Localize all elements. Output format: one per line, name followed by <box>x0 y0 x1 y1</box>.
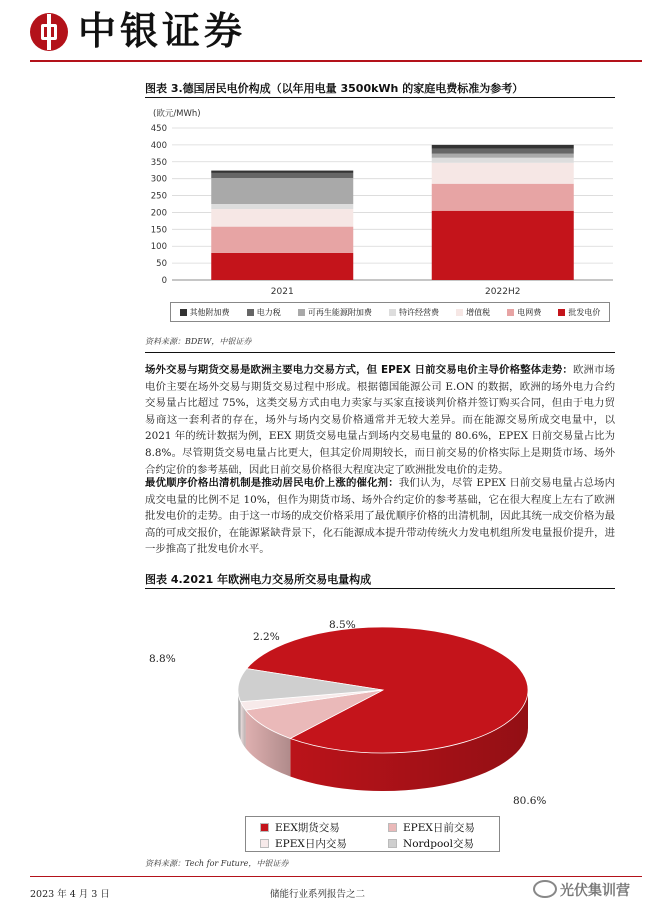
legend-item <box>507 307 541 318</box>
footer-series: 储能行业系列报告之二 <box>270 889 366 900</box>
y-tick-label: 0 <box>161 276 167 286</box>
bar-segment <box>432 163 574 184</box>
y-axis-label: (欧元/MWh) <box>153 109 201 119</box>
stacked-bar-chart <box>145 100 615 300</box>
pie-legend-swatch <box>260 839 269 848</box>
legend-item <box>298 307 372 318</box>
legend-swatch <box>507 309 514 316</box>
bar-segment <box>211 227 353 253</box>
y-tick-label: 150 <box>150 225 167 236</box>
bar-segment <box>432 158 574 163</box>
pie-legend-label: EPEX日内交易 <box>275 838 347 850</box>
legend-item <box>389 307 439 318</box>
pie-legend-swatch <box>388 839 397 848</box>
watermark-text: 光伏集训营 <box>560 883 630 899</box>
legend-swatch <box>456 309 463 316</box>
figure4-title: 图表 4.2021 年欧洲电力交易所交易电量构成 <box>145 573 372 586</box>
bar-segment <box>432 145 574 149</box>
legend-label: 其他附加费 <box>189 307 230 317</box>
legend-item <box>180 307 230 318</box>
footer-rule <box>30 876 642 877</box>
pie-legend-label: Nordpool交易 <box>403 838 474 850</box>
bar-chart-legend <box>170 302 610 322</box>
brand-name: 中银证券 <box>78 9 247 53</box>
legend-label: 可再生能源附加费 <box>307 307 372 317</box>
y-tick-label: 400 <box>150 140 167 151</box>
bar-segment <box>432 211 574 280</box>
bank-logo-bar <box>47 14 51 50</box>
x-tick-label: 2021 <box>270 287 294 297</box>
pie-legend-item <box>388 836 474 851</box>
paragraph-trading-body: 欧洲市场电价主要在场外交易与期货交易过程中形成。根据德国能源公司 E.ON 的数据，欧洲的场外电力合约交易量占比超过 75%，这类交易方式由电力卖家与买家直接谈判价格并签订购买合同，但由于电力贸易商这一套利者的存在，场外与场内交易价格通常并无较大差异。而在能源交易所成交电量中，以 2021 年的统计数据为例，EEX 期货交易电量占到场内交易电量的 80.6%，EPEX 日前交易量占比为 8.8%。尽管期货交易电量占比更大，但其定价周期较长，而日前交易的价格实际上是期货市场、场外合约定价的参考基础，因此日前交易价格很大程度决定了欧洲批发电价的走势。 <box>145 364 615 476</box>
pie-chart-legend <box>245 816 500 852</box>
x-tick-label: 2022H2 <box>485 287 521 297</box>
paragraph-merit-order <box>145 475 615 558</box>
y-tick-label: 250 <box>150 191 167 202</box>
y-tick-label: 350 <box>150 157 167 168</box>
bar-segment <box>432 184 574 211</box>
y-tick-label: 100 <box>150 242 167 253</box>
legend-swatch <box>389 309 396 316</box>
header-rule <box>30 60 642 62</box>
figure3-title-rule <box>145 97 615 98</box>
pie-legend-label: EEX期货交易 <box>275 822 340 834</box>
legend-item <box>558 307 600 318</box>
footer-date: 2023 年 4 月 3 日 <box>30 889 110 900</box>
bar-segment <box>432 154 574 158</box>
pie-data-label: 80.6% <box>513 795 547 807</box>
pie-legend-label: EPEX日前交易 <box>403 822 475 834</box>
legend-label: 特许经营费 <box>398 307 439 317</box>
pie-data-label: 8.8% <box>149 653 176 665</box>
pie-legend-item <box>260 836 347 851</box>
bar-segment <box>211 171 353 173</box>
pie-legend-swatch <box>260 823 269 832</box>
pie-chart <box>145 590 615 815</box>
paragraph-merit-order-body: 我们认为，尽管 EPEX 日前交易电量占总场内成交电量的比例不足 10%，但作为期货市场、场外合约定价的参考基础，它在很大程度上左右了欧洲批发电价的走势。由于这一市场的成交价格采用了最优顺序价格的出清机制，因此其统一成交价格为最高的可成交报价，在能源紧缺背景下，化石能源成本提升带动传统火力发电机组所发电量报价提升，进一步推高了批发电价水平。 <box>145 477 615 556</box>
bar-segment <box>211 209 353 227</box>
bar-segment <box>211 204 353 209</box>
bar-segment <box>211 178 353 204</box>
section-rule <box>145 352 615 353</box>
pie-legend-item <box>388 820 475 835</box>
figure4-source-org: ，中银证券 <box>248 859 289 868</box>
legend-swatch <box>247 309 254 316</box>
pie-legend-swatch <box>388 823 397 832</box>
y-tick-label: 300 <box>150 174 167 185</box>
figure3-source: 资料来源：BDEW，中银证券 <box>145 337 252 346</box>
pie-data-label: 8.5% <box>329 619 356 631</box>
pie-legend-item <box>260 820 340 835</box>
figure4-source-main: 资料来源：Tech for Future <box>145 859 249 868</box>
legend-label: 电力税 <box>256 307 281 317</box>
paragraph-merit-order-lead: 最优顺序价格出清机制是推动居民电价上涨的催化剂： <box>145 477 399 489</box>
paragraph-trading-lead: 场外交易与期货交易是欧洲主要电力交易方式，但 EPEX 日前交易电价主导价格整体走势： <box>145 364 573 376</box>
legend-item <box>456 307 490 318</box>
y-tick-label: 50 <box>156 259 167 270</box>
legend-label: 电网费 <box>517 307 542 317</box>
figure3-title: 图表 3.德国居民电价构成（以年用电量 3500kWh 的家庭电费标准为参考） <box>145 82 524 95</box>
legend-swatch <box>298 309 305 316</box>
paragraph-trading <box>145 362 615 478</box>
bar-segment <box>211 173 353 178</box>
y-tick-label: 450 <box>150 124 167 134</box>
legend-label: 批发电价 <box>568 307 601 317</box>
figure4-title-rule <box>145 588 615 589</box>
legend-swatch <box>180 309 187 316</box>
bar-segment <box>432 149 574 154</box>
legend-label: 增值税 <box>466 307 491 317</box>
bar-segment <box>211 253 353 280</box>
figure4-source <box>145 858 288 869</box>
y-tick-label: 200 <box>150 208 167 219</box>
legend-swatch <box>558 309 565 316</box>
pie-data-label: 2.2% <box>253 631 280 643</box>
wechat-icon <box>533 880 557 898</box>
legend-item <box>247 307 281 318</box>
